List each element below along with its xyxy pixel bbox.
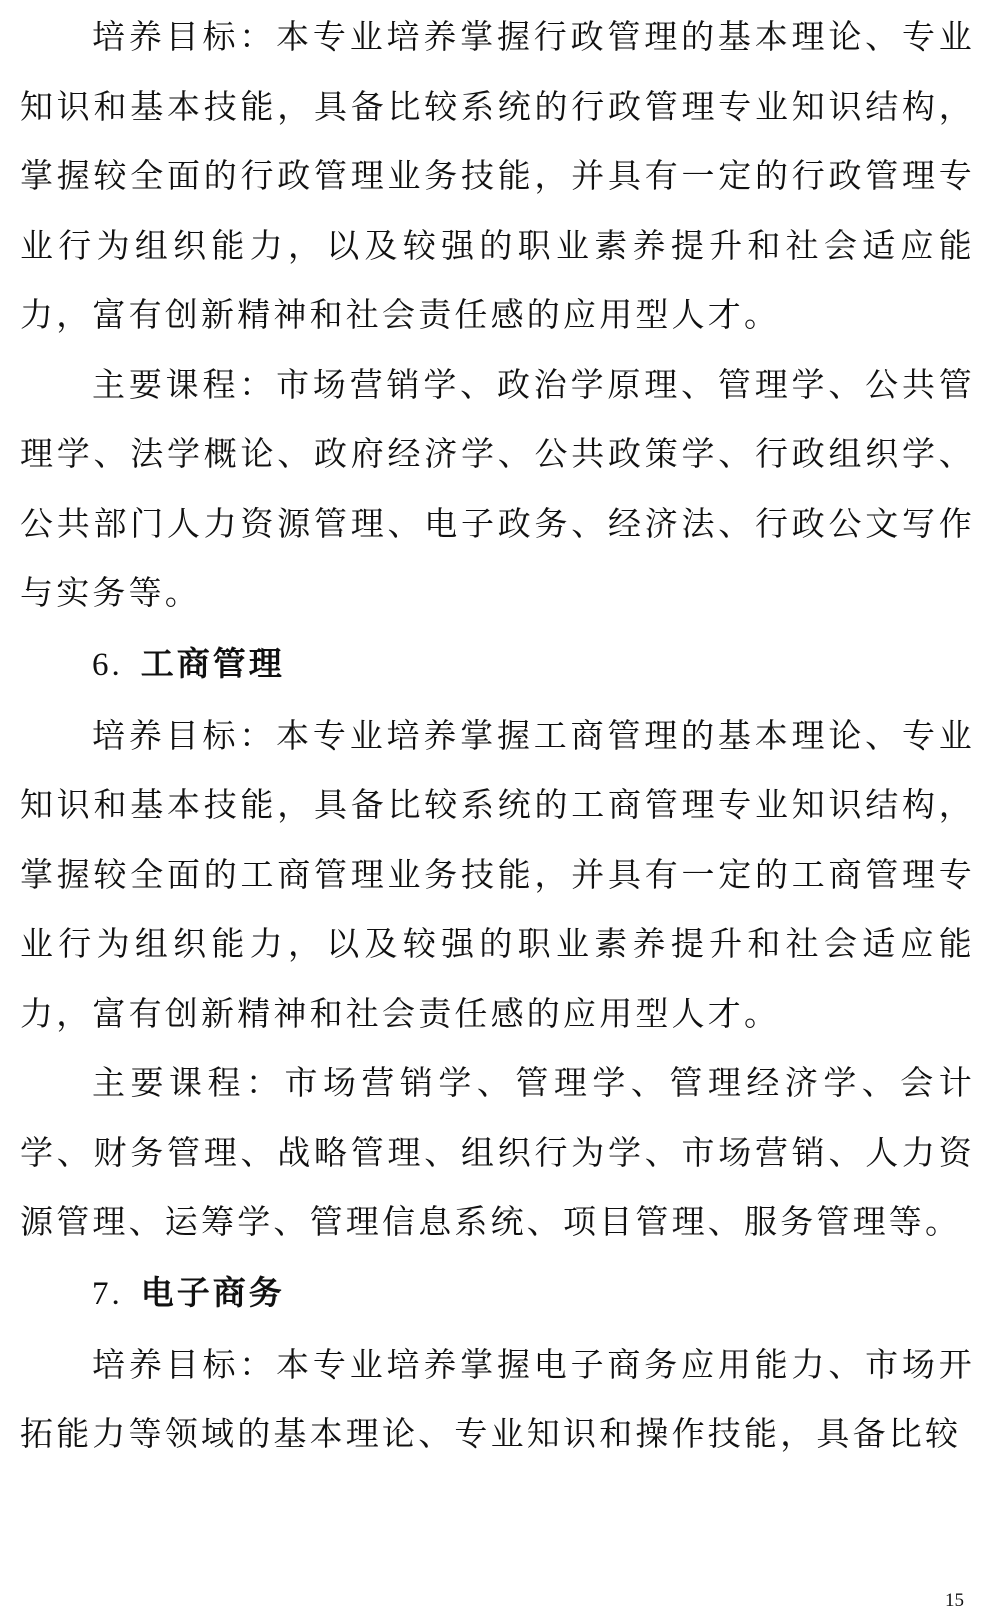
paragraph-admin-goal: 培养目标：本专业培养掌握行政管理的基本理论、专业知识和基本技能，具备比较系统的行政管理专业知识结构，掌握较全面的行政管理业务技能，并具有一定的行政管理专业行为组织能力，以及较强的职业素养提升和社会适应能力，富有创新精神和社会责任感的应用型人才。 [20,17,975,334]
paragraph-business-goal: 培养目标：本专业培养掌握工商管理的基本理论、专业知识和基本技能，具备比较系统的工商管理专业知识结构，掌握较全面的工商管理业务技能，并具有一定的工商管理专业行为组织能力，以及较强的职业素养提升和社会适应能力，富有创新精神和社会责任感的应用型人才。 [20,715,975,1033]
paragraph-business-courses: 主要课程：市场营销学、管理学、管理经济学、会计学、财务管理、战略管理、组织行为学、市场营销、人力资源管理、运筹学、管理信息系统、项目管理、服务管理等。 [20,1063,975,1241]
section-number: 6. [92,646,123,683]
paragraph-ecommerce-goal: 培养目标：本专业培养掌握电子商务应用能力、市场开拓能力等领域的基本理论、专业知识和操作技能，具备比较 [20,1344,975,1453]
section-heading-ecommerce [20,1257,975,1330]
section-title: 工商管理 [140,643,285,683]
section-title: 电子商务 [140,1272,285,1312]
page-number: 15 [945,1590,964,1611]
document-body [20,2,975,1469]
paragraph-admin-courses: 主要课程：市场营销学、政治学原理、管理学、公共管理学、法学概论、政府经济学、公共政策学、行政组织学、公共部门人力资源管理、电子政务、经济法、行政公文写作与实务等。 [20,364,975,612]
section-number: 7. [92,1275,123,1312]
section-heading-business-admin [20,628,975,701]
